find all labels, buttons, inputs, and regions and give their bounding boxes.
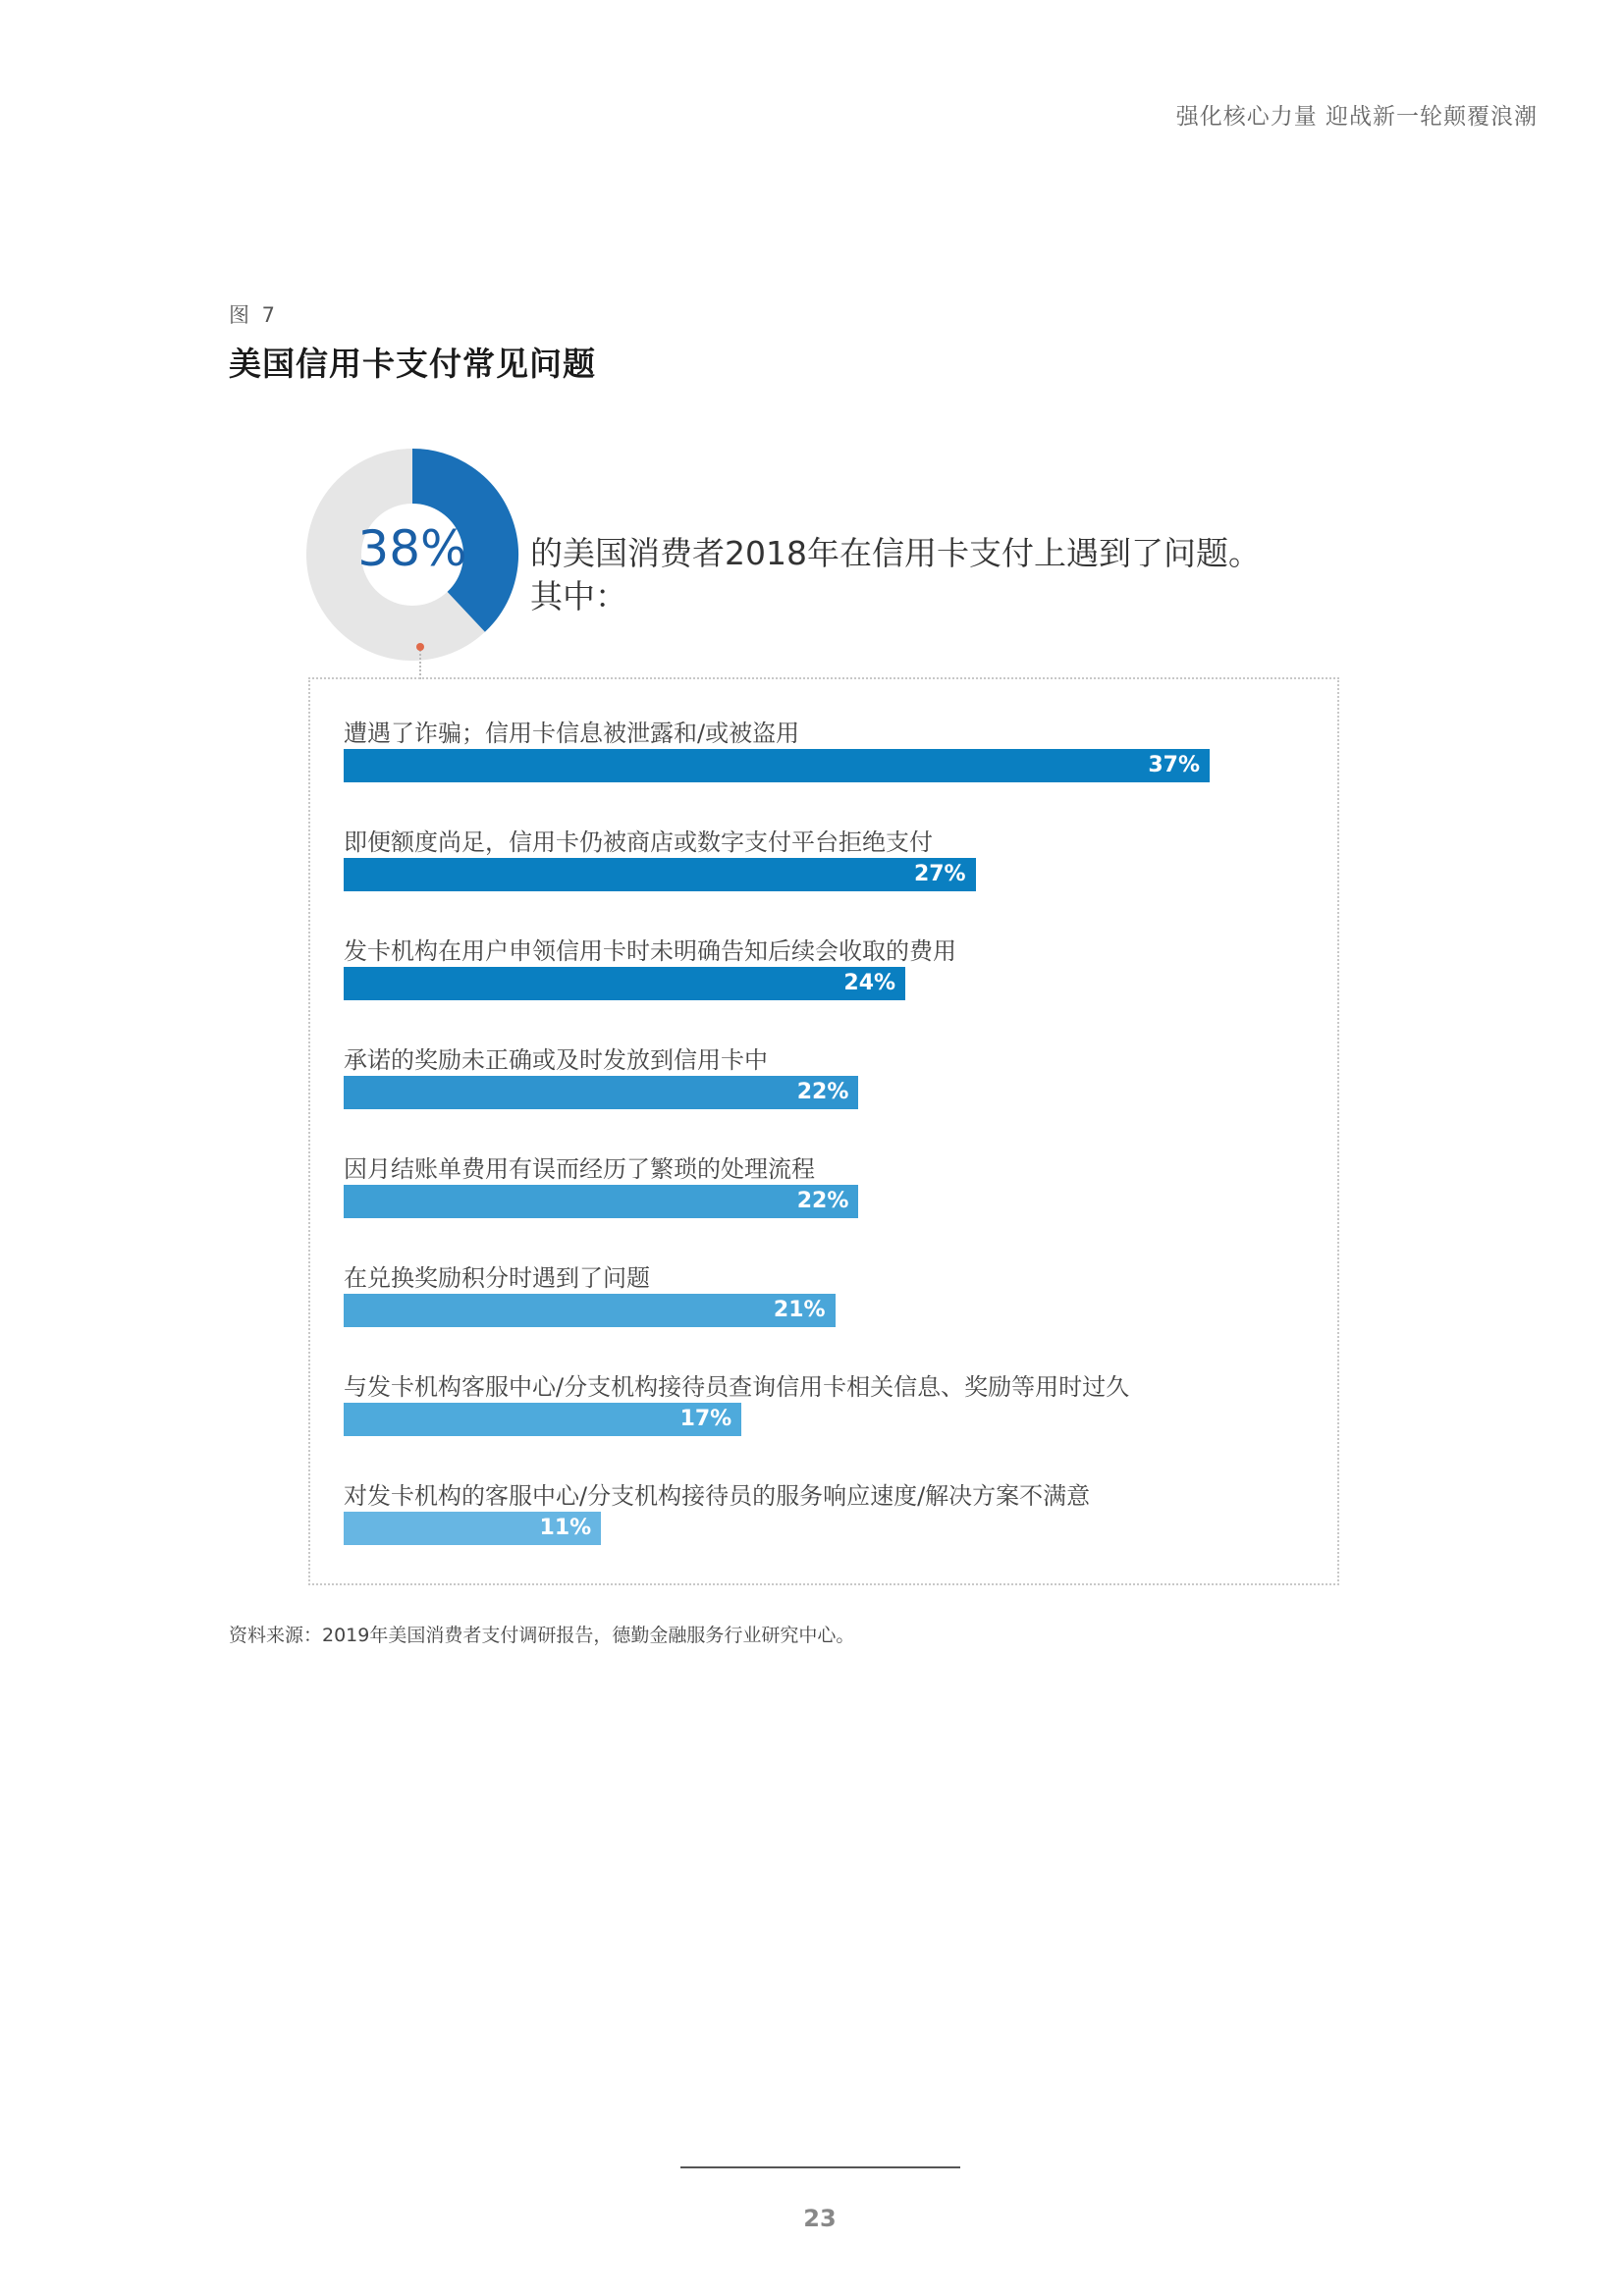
footer-rule xyxy=(680,2166,960,2168)
bar-value-label: 11% xyxy=(539,1516,592,1540)
bar-value-label: 27% xyxy=(913,862,966,886)
bar xyxy=(344,1185,858,1218)
bar xyxy=(344,1512,601,1545)
bar-value-label: 22% xyxy=(796,1189,849,1213)
bar xyxy=(344,749,1210,782)
connector-dot xyxy=(416,643,424,651)
bar-value-label: 21% xyxy=(773,1298,826,1322)
bar xyxy=(344,1076,858,1109)
bar-value-label: 24% xyxy=(843,971,896,995)
bar-value-label: 37% xyxy=(1148,753,1200,777)
bar-label: 遭遇了诈骗；信用卡信息被泄露和/或被盗用 xyxy=(344,720,800,747)
bar-label: 对发卡机构的客服中心/分支机构接待员的服务响应速度/解决方案不满意 xyxy=(344,1482,1091,1510)
bar xyxy=(344,1294,836,1327)
bar xyxy=(344,967,905,1000)
page-number: 23 xyxy=(803,2205,837,2232)
bar-label: 因月结账单费用有误而经历了繁琐的处理流程 xyxy=(344,1155,815,1183)
bar-label: 承诺的奖励未正确或及时发放到信用卡中 xyxy=(344,1046,768,1074)
bar-label: 在兑换奖励积分时遇到了问题 xyxy=(344,1264,650,1292)
highlight-line-1: 的美国消费者2018年在信用卡支付上遇到了问题。 xyxy=(530,534,1261,572)
highlight-line-2: 其中： xyxy=(530,577,627,615)
bar-label: 即便额度尚足，信用卡仍被商店或数字支付平台拒绝支付 xyxy=(344,828,933,856)
bar-value-label: 22% xyxy=(796,1080,849,1104)
figure-label: 图 7 xyxy=(229,303,279,327)
bar xyxy=(344,1403,741,1436)
bar-label: 与发卡机构客服中心/分支机构接待员查询信用卡相关信息、奖励等用时过久 xyxy=(344,1373,1130,1401)
running-header: 强化核心力量 迎战新一轮颠覆浪潮 xyxy=(1175,104,1538,130)
source-note: 资料来源：2019年美国消费者支付调研报告，德勤金融服务行业研究中心。 xyxy=(229,1625,855,1646)
donut-percent: 38% xyxy=(357,520,467,577)
bar-label: 发卡机构在用户申领信用卡时未明确告知后续会收取的费用 xyxy=(344,937,956,965)
bar xyxy=(344,858,976,891)
bar-value-label: 17% xyxy=(679,1407,732,1431)
figure-title: 美国信用卡支付常见问题 xyxy=(229,345,596,383)
connector-line xyxy=(419,646,421,679)
chart-panel xyxy=(308,677,1339,1585)
highlight-text xyxy=(530,532,1316,618)
